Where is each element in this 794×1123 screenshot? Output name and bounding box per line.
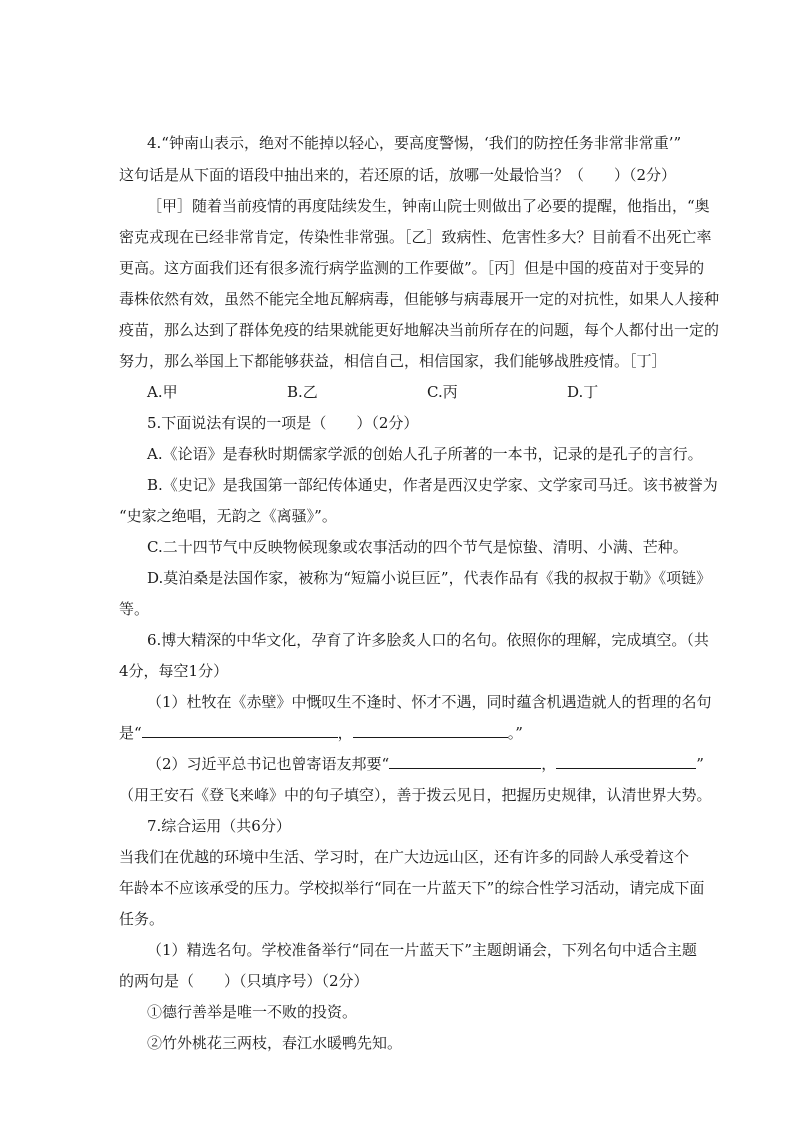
q6-sub1-comma: ，: [337, 724, 353, 742]
q4-passage-line: 毒株依然有效，虽然不能完全地瓦解病毒，但能够与病毒展开一定的对抗性，如果人人接种: [119, 290, 720, 308]
q6-sub2-end: ”: [696, 755, 704, 773]
q7-item-1: ①德行善举是唯一不败的投资。: [147, 1003, 358, 1021]
q4-passage-line: 疫苗，那么达到了群体免疫的结果就能更好地解决当前所存在的问题，每个人都付出一定的: [119, 321, 720, 339]
q7-sub1-line1: （1）精选名句。学校准备举行“同在一片蓝天下”主题朗诵会，下列名句中适合主题: [147, 941, 697, 959]
q6-sub2-blank1[interactable]: [389, 754, 541, 769]
q7-item-2: ②竹外桃花三两枝，春江水暖鸭先知。: [147, 1034, 403, 1052]
q6-sub2-prefix: （2）习近平总书记也曾寄语友邦要“: [147, 755, 390, 773]
q4-option-b[interactable]: B.乙: [287, 383, 318, 401]
q7-intro-line: 任务。: [119, 910, 165, 928]
q5-option-c[interactable]: C.二十四节气中反映物候现象或农事活动的四个节气是惊蛰、清明、小满、芒种。: [147, 538, 688, 556]
q4-option-a[interactable]: A.甲: [147, 383, 178, 401]
q5-option-a[interactable]: A.《论语》是春秋时期儒家学派的创始人孔子所著的一本书，记录的是孔子的言行。: [147, 445, 703, 463]
q5-stem: 5.下面说法有误的一项是（ ）（2分）: [147, 414, 419, 432]
q5-option-d[interactable]: D.莫泊桑是法国作家，被称为“短篇小说巨匠”，代表作品有《我的叔叔于勒》《项链》: [147, 569, 712, 587]
q4-option-c[interactable]: C.丙: [427, 383, 458, 401]
q5-option-b-cont: “史家之绝唱，无韵之《离骚》”。: [119, 507, 337, 525]
q6-stem-line1: 6.博大精深的中华文化，孕育了许多脍炙人口的名句。依照你的理解，完成填空。（共: [147, 631, 709, 649]
q4-passage-line: ［甲］随着当前疫情的再度陆续发生，钟南山院士则做出了必要的提醒，他指出，“奥: [147, 197, 710, 215]
q6-sub2-line1: [147, 754, 704, 774]
q4-option-d[interactable]: D.丁: [567, 383, 599, 401]
q5-option-b[interactable]: B.《史记》是我国第一部纪传体通史，作者是西汉史学家、文学家司马迁。该书被誉为: [147, 476, 718, 494]
q6-sub2-comma: ，: [541, 755, 557, 773]
q7-intro-line: 当我们在优越的环境中生活、学习时，在广大边远山区，还有许多的同龄人承受着这个: [119, 848, 690, 866]
q6-sub1-blank1[interactable]: [142, 723, 338, 738]
q4-passage-line: 努力，那么举国上下都能够获益，相信自己，相信国家，我们能够战胜疫情。［丁］: [119, 352, 667, 370]
q6-stem-line2: 4分，每空1分）: [119, 662, 229, 680]
q4-stem-line2: 这句话是从下面的语段中抽出来的，若还原的话，放哪一处最恰当？（ ）（2分）: [119, 166, 677, 184]
q6-sub1-line2: [119, 723, 523, 743]
q4-passage-line: 更高。这方面我们还有很多流行病学监测的工作要做”。［丙］但是中国的疫苗对于变异的: [119, 259, 705, 277]
q7-stem: 7.综合运用（共6分）: [147, 817, 291, 835]
q4-passage-line: 密克戎现在已经非常肯定，传染性非常强。［乙］致病性、危害性多大？目前看不出死亡率: [119, 228, 712, 246]
q6-sub1-prefix: 是“: [119, 724, 142, 742]
q5-option-d-cont: 等。: [119, 600, 150, 618]
q7-sub1-line2: 的两句是（ ）（只填序号）（2分）: [119, 972, 369, 990]
q4-stem-line1: 4.“钟南山表示，绝对不能掉以轻心，要高度警惕，‘我们的防控任务非常非常重’”: [147, 134, 682, 152]
q6-sub1-end: 。”: [507, 724, 523, 742]
q6-sub2-blank2[interactable]: [556, 754, 696, 769]
q6-sub2-line2: （用王安石《登飞来峰》中的句子填空），善于拨云见日，把握历史规律，认清世界大势。: [119, 786, 712, 804]
q7-intro-line: 年龄本不应该承受的压力。学校拟举行“同在一片蓝天下”的综合性学习活动，请完成下面: [119, 879, 705, 897]
q6-sub1-blank2[interactable]: [353, 723, 508, 738]
q6-sub1-line1: （1）杜牧在《赤壁》中慨叹生不逢时、怀才不遇，同时蕴含机遇造就人的哲理的名句: [147, 693, 712, 711]
